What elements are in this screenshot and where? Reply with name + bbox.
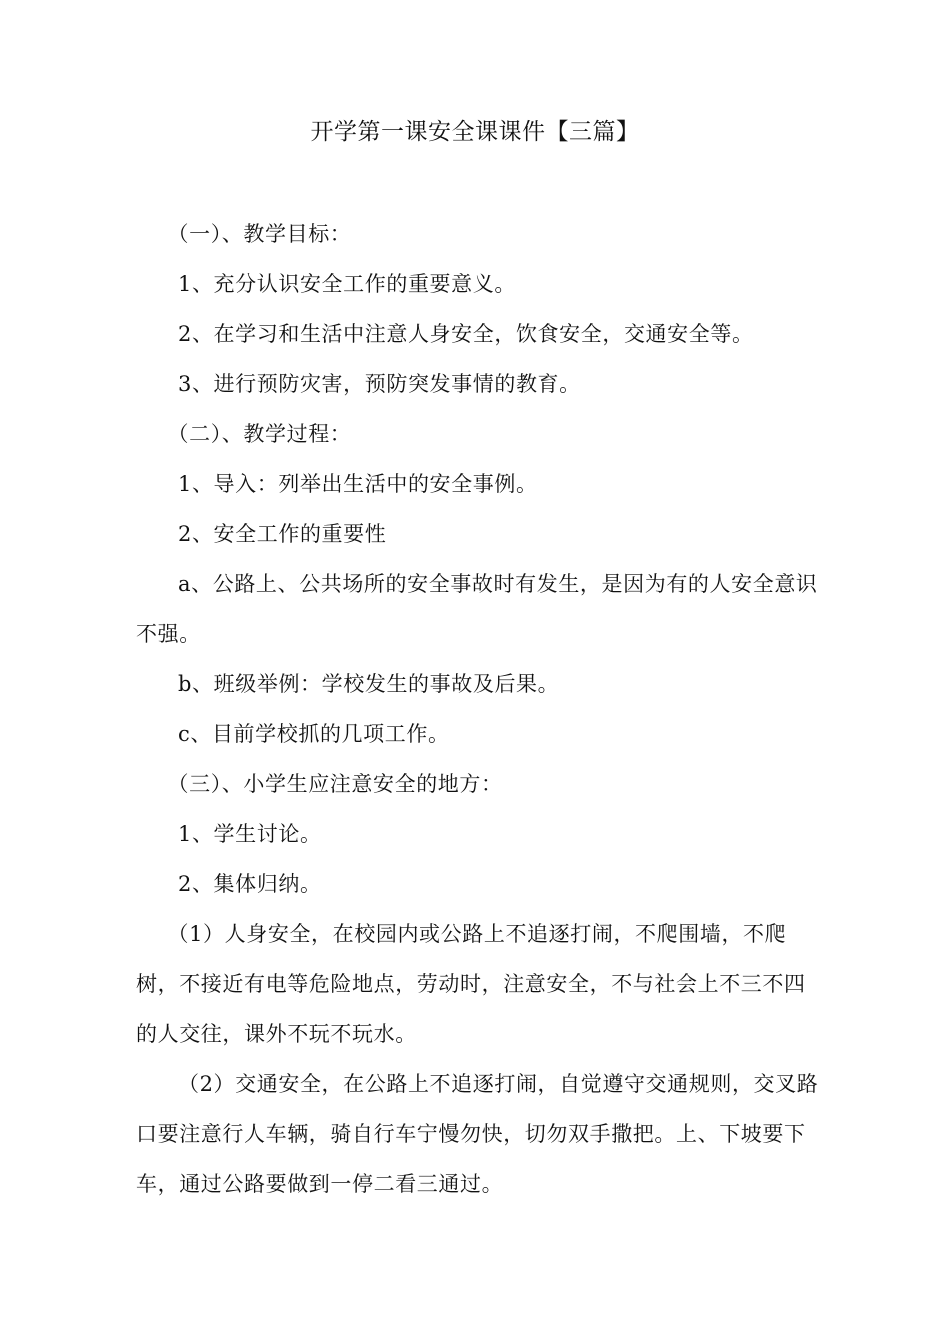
paragraph: c、目前学校抓的几项工作。 bbox=[178, 722, 450, 746]
paragraph-personal-safety: （1）人身安全，在校园内或公路上不追逐打闹，不爬围墙，不爬树，不接近有电等危险地点，劳动时，注意安全，不与社会上不三不四的人交往，课外不玩不玩水。 bbox=[136, 922, 806, 1046]
paragraph: a、公路上、公共场所的安全事故时有发生，是因为有的人安全意识不强。 bbox=[136, 572, 818, 646]
paragraph: 1、导入：列举出生活中的安全事例。 bbox=[178, 472, 538, 496]
paragraph: 2、集体归纳。 bbox=[178, 872, 322, 896]
section-heading-objectives: （一）、教学目标： bbox=[167, 222, 352, 246]
paragraph: 1、学生讨论。 bbox=[178, 822, 322, 846]
section-heading-safety-places: （三）、小学生应注意安全的地方： bbox=[167, 772, 503, 796]
paragraph: 2、安全工作的重要性 bbox=[178, 522, 387, 546]
paragraph-traffic-safety: （2）交通安全，在公路上不追逐打闹，自觉遵守交通规则，交叉路口要注意行人车辆，骑自行车宁慢勿快，切勿双手撒把。上、下坡要下车，通过公路要做到一停二看三通过。 bbox=[136, 1072, 819, 1196]
section-heading-process: （二）、教学过程： bbox=[167, 422, 352, 446]
document-body bbox=[136, 209, 820, 1209]
paragraph: 3、进行预防灾害，预防突发事情的教育。 bbox=[178, 372, 581, 396]
paragraph: b、班级举例：学校发生的事故及后果。 bbox=[178, 672, 560, 696]
paragraph: 2、在学习和生活中注意人身安全，饮食安全，交通安全等。 bbox=[178, 322, 754, 346]
document-title: 开学第一课安全课课件【三篇】 bbox=[310, 119, 640, 145]
paragraph: 1、充分认识安全工作的重要意义。 bbox=[178, 272, 516, 296]
